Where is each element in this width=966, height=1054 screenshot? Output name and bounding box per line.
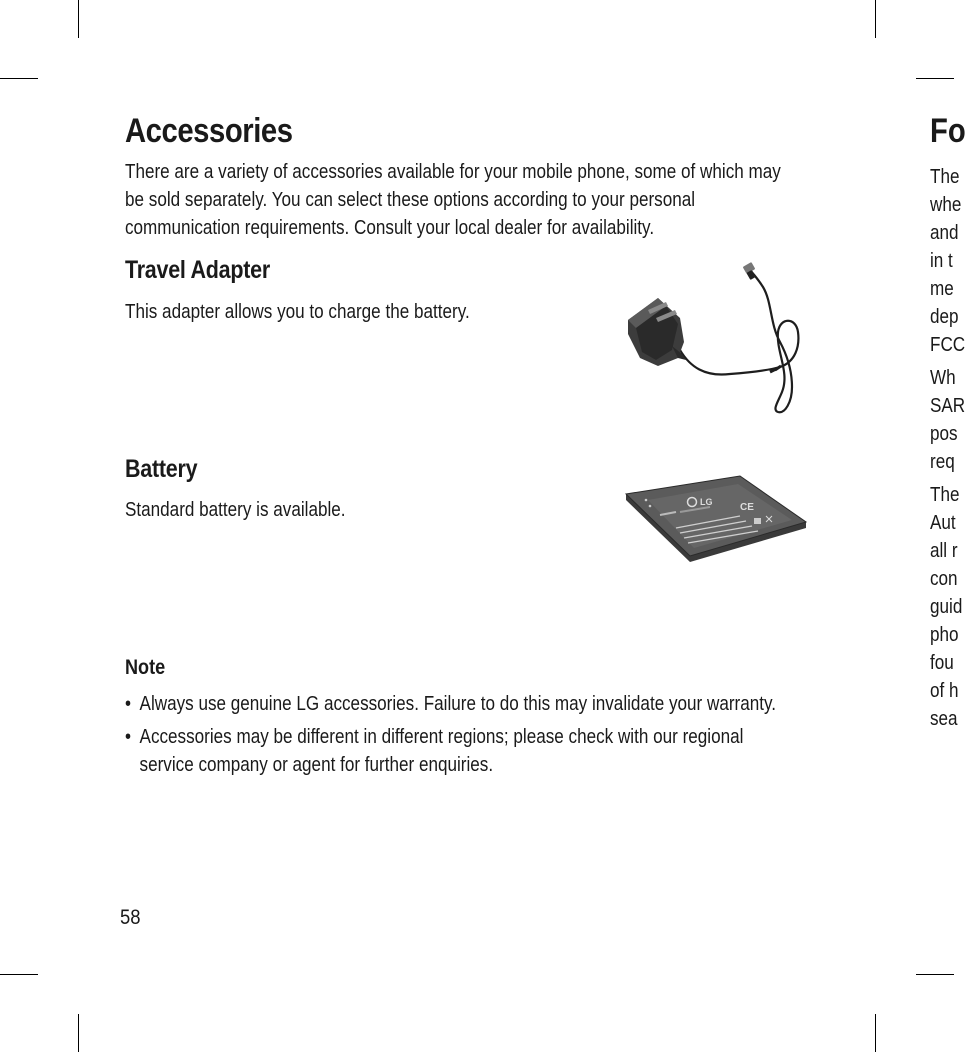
battery-heading: Battery xyxy=(125,455,198,483)
intro-paragraph: There are a variety of accessories available for your mobile phone, some of which may be sold separately. You can select these options according to your personal communication requirements. Consult your local dealer for availability. xyxy=(125,161,781,239)
battery-text: Standard battery is available. xyxy=(125,499,346,521)
note-list xyxy=(125,690,800,784)
crop-mark-top-left xyxy=(78,0,79,38)
adjacent-page-title: Fo xyxy=(930,112,966,150)
adjacent-page-line: SAR xyxy=(930,395,966,417)
travel-adapter-text: This adapter allows you to charge the battery. xyxy=(125,301,470,323)
adjacent-page-line: fou xyxy=(930,652,954,674)
travel-adapter-icon xyxy=(620,262,810,417)
note-heading: Note xyxy=(125,656,166,679)
adjacent-page-line: pho xyxy=(930,624,959,646)
adjacent-page-line: con xyxy=(930,568,958,590)
page-title: Accessories xyxy=(125,112,293,150)
adjacent-page-line: sea xyxy=(930,708,958,730)
adjacent-page-line: The xyxy=(930,484,960,506)
battery-brand-label: LG xyxy=(700,497,713,507)
adjacent-page-line: all r xyxy=(930,540,958,562)
adjacent-page-line: dep xyxy=(930,306,959,328)
battery-certification-label: CE xyxy=(740,502,754,513)
note-item: • Always use genuine LG accessories. Failure to do this may invalidate your warranty. xyxy=(125,690,800,718)
adjacent-page-line: Wh xyxy=(930,367,956,389)
adjacent-page-line: in t xyxy=(930,250,953,272)
adjacent-page-line: of h xyxy=(930,680,959,702)
crop-mark-top-right xyxy=(875,0,876,38)
crop-mark-left-top xyxy=(0,78,38,79)
adjacent-page-line: and xyxy=(930,222,959,244)
note-item: • Accessories may be different in different regions; please check with our regional service company or agent for further enquiries. xyxy=(125,723,800,779)
crop-mark-bottom-left xyxy=(78,1014,79,1052)
adjacent-page-line: Aut xyxy=(930,512,956,534)
adjacent-page-line: guid xyxy=(930,596,963,618)
travel-adapter-heading: Travel Adapter xyxy=(125,256,270,284)
crop-mark-left-bottom xyxy=(0,974,38,975)
adjacent-page-line: req xyxy=(930,451,955,473)
adjacent-page-line: me xyxy=(930,278,954,300)
adjacent-page-line: The xyxy=(930,166,960,188)
adjacent-page-line: pos xyxy=(930,423,958,445)
battery-icon xyxy=(620,470,810,565)
adjacent-page-line: whe xyxy=(930,194,962,216)
adjacent-page-line: FCC xyxy=(930,334,966,356)
crop-mark-bottom-right xyxy=(875,1014,876,1052)
adjacent-page-fragment xyxy=(930,0,966,1054)
page-number: 58 xyxy=(120,906,141,929)
